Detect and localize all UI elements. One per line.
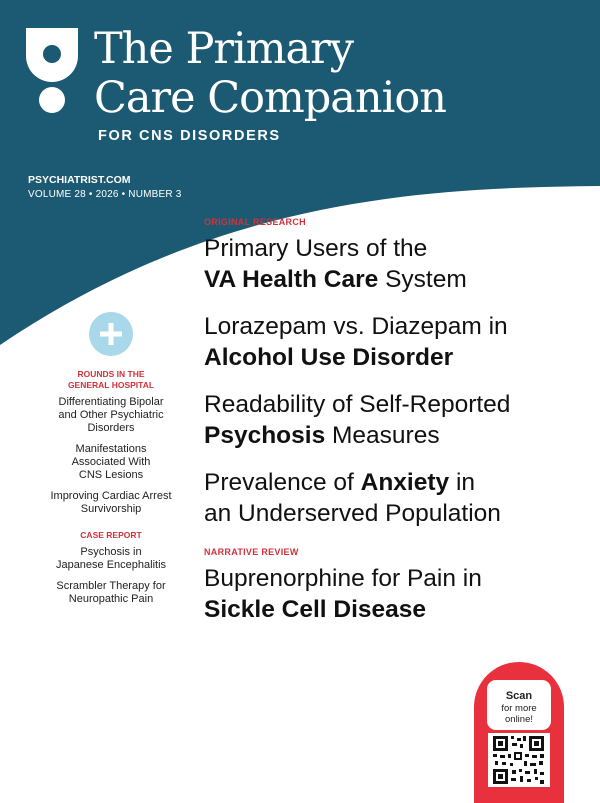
side-article-3[interactable]: Improving Cardiac Arrest Survivorship	[50, 490, 172, 515]
article-1[interactable]: Primary Users of the VA Health Care System	[204, 235, 467, 293]
qr-scan-label: Scan	[505, 690, 533, 702]
article-3[interactable]: Readability of Self-Reported Psychosis Measures	[204, 391, 511, 449]
side-article-1[interactable]: Differentiating Bipolar and Other Psychiatric Disorders	[58, 396, 164, 434]
journal-title-line2: Care Companion	[94, 73, 446, 123]
article-2[interactable]: Lorazepam vs. Diazepam in Alcohol Use Disorder	[204, 313, 508, 371]
journal-title	[94, 25, 446, 123]
section-label-original-research: ORIGINAL RESEARCH	[204, 217, 306, 227]
website-link[interactable]: PSYCHIATRIST.COM	[28, 174, 131, 186]
article-4[interactable]: Prevalence of Anxiety in an Underserved Population	[204, 469, 501, 527]
qr-line3: online!	[505, 714, 533, 725]
qr-badge[interactable]	[474, 662, 564, 803]
volume-info: VOLUME 28 • 2026 • NUMBER 3	[28, 189, 182, 200]
side-contents	[36, 312, 186, 606]
article-review[interactable]: Buprenorphine for Pain in Sickle Cell Disease	[204, 565, 482, 623]
journal-title-line1: The Primary	[94, 24, 353, 74]
side-article-4[interactable]: Psychosis in Japanese Encephalitis	[55, 546, 167, 571]
section-label-rounds: ROUNDS IN THE GENERAL HOSPITAL	[67, 369, 155, 390]
journal-subtitle: FOR CNS DISORDERS	[98, 128, 281, 144]
section-label-narrative-review: NARRATIVE REVIEW	[204, 547, 299, 557]
section-label-case-report: CASE REPORT	[80, 530, 142, 540]
main-contents	[204, 217, 594, 625]
side-article-2[interactable]: Manifestations Associated With CNS Lesions	[71, 443, 151, 481]
brand-logo-icon	[26, 28, 78, 114]
side-article-5[interactable]: Scrambler Therapy for Neuropathic Pain	[56, 580, 166, 605]
qr-line2: for more	[501, 703, 537, 714]
plus-icon	[89, 312, 133, 356]
